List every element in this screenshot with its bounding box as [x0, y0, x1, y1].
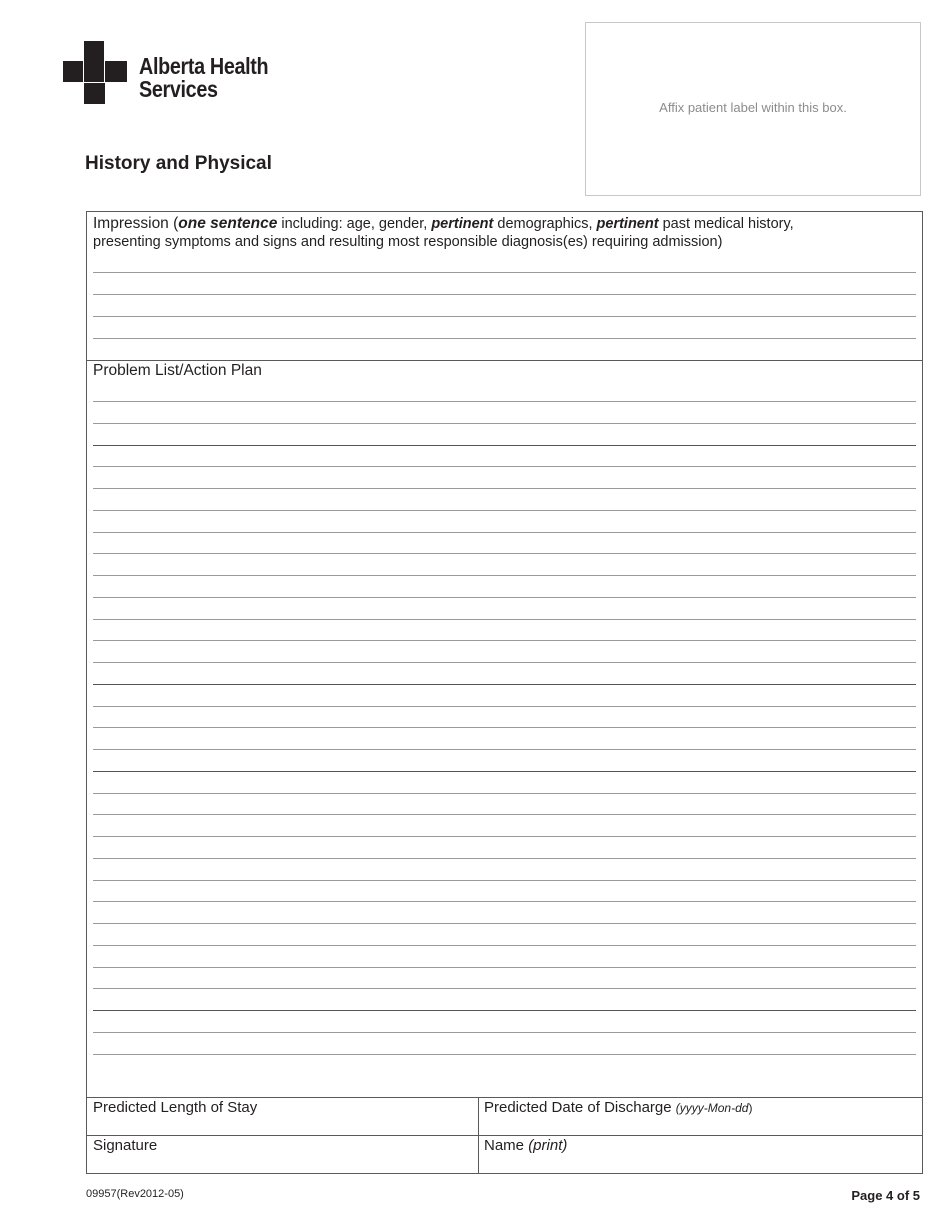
writing-line: [93, 272, 916, 273]
discharge-date-format-hint: (yyyy-Mon-dd: [675, 1101, 749, 1115]
signature-field[interactable]: Signature: [93, 1137, 158, 1154]
patient-label-hint: Affix patient label within this box.: [659, 100, 847, 115]
writing-line: [93, 662, 916, 663]
writing-line: [93, 727, 916, 728]
problem-list-label: Problem List/Action Plan: [93, 362, 262, 379]
form-title: History and Physical: [85, 153, 272, 174]
length-of-stay-field[interactable]: Predicted Length of Stay: [93, 1099, 258, 1116]
form-code: 09957(Rev2012-05): [86, 1188, 184, 1200]
writing-line: [93, 1054, 916, 1055]
impression-emph-one-sentence: one sentence: [178, 215, 278, 232]
writing-line: [93, 945, 916, 946]
discharge-date-field[interactable]: [484, 1098, 752, 1118]
name-hint: (print): [528, 1137, 568, 1154]
writing-line: [93, 1010, 916, 1011]
writing-line: [93, 575, 916, 576]
writing-line: [93, 967, 916, 968]
impression-label: Impression (: [93, 215, 179, 232]
impression-text2: demographics,: [493, 216, 597, 232]
writing-line: [93, 771, 916, 772]
writing-line: [93, 684, 916, 685]
org-name-line2: Services: [139, 76, 218, 102]
writing-line: [93, 793, 916, 794]
writing-line: [93, 316, 916, 317]
org-name: [139, 55, 268, 101]
writing-line: [93, 901, 916, 902]
writing-line: [93, 597, 916, 598]
ahs-logo: [63, 41, 293, 107]
writing-line: [93, 532, 916, 533]
impression-text3: past medical history,: [658, 216, 794, 232]
writing-line: [93, 401, 916, 402]
impression-emph-pertinent-1: pertinent: [431, 216, 494, 232]
writing-line: [93, 1032, 916, 1033]
writing-line: [93, 338, 916, 339]
discharge-date-label: Predicted Date of Discharge: [484, 1099, 676, 1116]
org-name-line1: Alberta Health: [139, 53, 269, 79]
patient-label-box: [585, 22, 921, 196]
name-label: Name: [484, 1137, 529, 1154]
writing-line: [93, 488, 916, 489]
writing-line: [93, 423, 916, 424]
writing-line: [93, 749, 916, 750]
writing-line: [93, 466, 916, 467]
writing-line: [93, 294, 916, 295]
writing-line: [93, 640, 916, 641]
name-print-field[interactable]: [484, 1136, 567, 1155]
impression-text1: including: age, gender,: [277, 216, 432, 232]
impression-heading: [93, 214, 794, 234]
writing-line: [93, 553, 916, 554]
ahs-cross-icon: [63, 41, 129, 105]
writing-line: [93, 988, 916, 989]
writing-line: [93, 836, 916, 837]
writing-line: [93, 858, 916, 859]
impression-line2: presenting symptoms and signs and resulting most responsible diagnosis(es) requiring admission): [93, 234, 723, 250]
impression-emph-pertinent-2: pertinent: [596, 216, 659, 232]
writing-line: [93, 706, 916, 707]
form-frame: [86, 211, 923, 1174]
writing-line: [93, 880, 916, 881]
writing-line: [93, 445, 916, 446]
writing-line: [93, 814, 916, 815]
discharge-date-format-close: ): [748, 1101, 753, 1115]
page-number: Page 4 of 5: [851, 1188, 920, 1203]
writing-line: [93, 619, 916, 620]
writing-line: [93, 923, 916, 924]
writing-line: [93, 510, 916, 511]
